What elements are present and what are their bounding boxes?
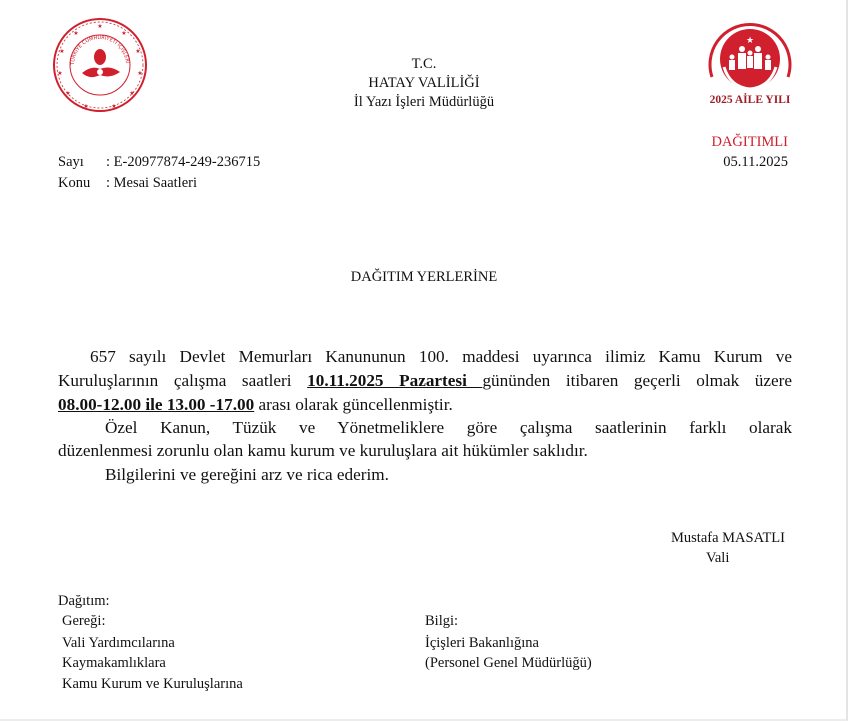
svg-text:★: ★ bbox=[83, 104, 89, 110]
logo-caption: 2025 AİLE YILI bbox=[709, 94, 791, 106]
working-hours: 08.00-12.00 ile 13.00 -17.00 bbox=[58, 395, 255, 414]
body-paragraph-1-line-2 bbox=[58, 371, 792, 391]
geregi-item: Kamu Kurum ve Kuruluşlarına bbox=[62, 676, 243, 692]
distribution-label: Dağıtım: bbox=[58, 593, 110, 609]
svg-text:★: ★ bbox=[111, 104, 117, 110]
sayi-label: Sayı bbox=[58, 154, 84, 170]
seal-lettering: TÜRKİYE CUMHURİYETİ İÇİŞLERİ bbox=[69, 34, 130, 66]
bilgi-item: (Personel Genel Müdürlüğü) bbox=[425, 655, 592, 671]
svg-text:★: ★ bbox=[97, 24, 103, 30]
header-department: İl Yazı İşleri Müdürlüğü bbox=[353, 94, 495, 110]
signatory-title: Vali bbox=[706, 550, 730, 566]
svg-text:★: ★ bbox=[73, 31, 79, 37]
bilgi-label: Bilgi: bbox=[425, 613, 459, 629]
svg-text:★: ★ bbox=[745, 35, 755, 45]
svg-text:★: ★ bbox=[135, 49, 141, 55]
geregi-label: Gereği: bbox=[62, 613, 106, 629]
svg-text:★: ★ bbox=[59, 49, 65, 55]
signatory-name: Mustafa MASATLI bbox=[671, 530, 785, 546]
document-date: 05.11.2025 bbox=[723, 154, 788, 170]
geregi-item: Kaymakamlıklara bbox=[62, 655, 166, 671]
header-tc: T.C. bbox=[411, 56, 437, 72]
svg-text:★: ★ bbox=[121, 31, 127, 37]
body-paragraph-1-line-1: 657 sayılı Devlet Memurları Kanununun 100. maddesi uyarınca ilimiz Kamu Kurum ve bbox=[90, 347, 792, 366]
konu-value: : Mesai Saatleri bbox=[106, 175, 198, 191]
geregi-item: Vali Yardımcılarına bbox=[62, 635, 175, 651]
svg-text:★: ★ bbox=[65, 91, 71, 97]
header-governorship: HATAY VALİLİĞİ bbox=[368, 75, 480, 91]
body-paragraph-2-line-2: düzenlenmesi zorunlu olan kamu kurum ve kuruluşlara ait hükümler saklıdır. bbox=[58, 441, 588, 460]
bilgi-item: İçişleri Bakanlığına bbox=[425, 635, 539, 651]
effective-date: 10.11.2025 Pazartesi bbox=[307, 371, 483, 390]
body-text: arası olarak güncellenmiştir. bbox=[254, 395, 453, 414]
svg-text:★: ★ bbox=[57, 71, 63, 77]
body-paragraph-1-line-3 bbox=[58, 395, 792, 415]
body-paragraph-2-line-1: Özel Kanun, Tüzük ve Yönetmeliklere göre çalışma saatlerinin farklı olarak bbox=[105, 418, 792, 437]
sayi-value: : E-20977874-249-236715 bbox=[106, 154, 261, 170]
body-text: Kuruluşlarının çalışma saatleri bbox=[58, 371, 308, 390]
addressee: DAĞITIM YERLERİNE bbox=[350, 269, 498, 285]
svg-text:★: ★ bbox=[129, 91, 135, 97]
konu-label: Konu bbox=[58, 175, 91, 191]
distribution-mark: DAĞITIMLI bbox=[711, 134, 788, 150]
svg-text:★: ★ bbox=[137, 71, 143, 77]
body-paragraph-3: Bilgilerini ve gereğini arz ve rica ederim. bbox=[105, 465, 389, 484]
body-text: gününden itibaren geçerli olmak üzere bbox=[482, 371, 792, 390]
